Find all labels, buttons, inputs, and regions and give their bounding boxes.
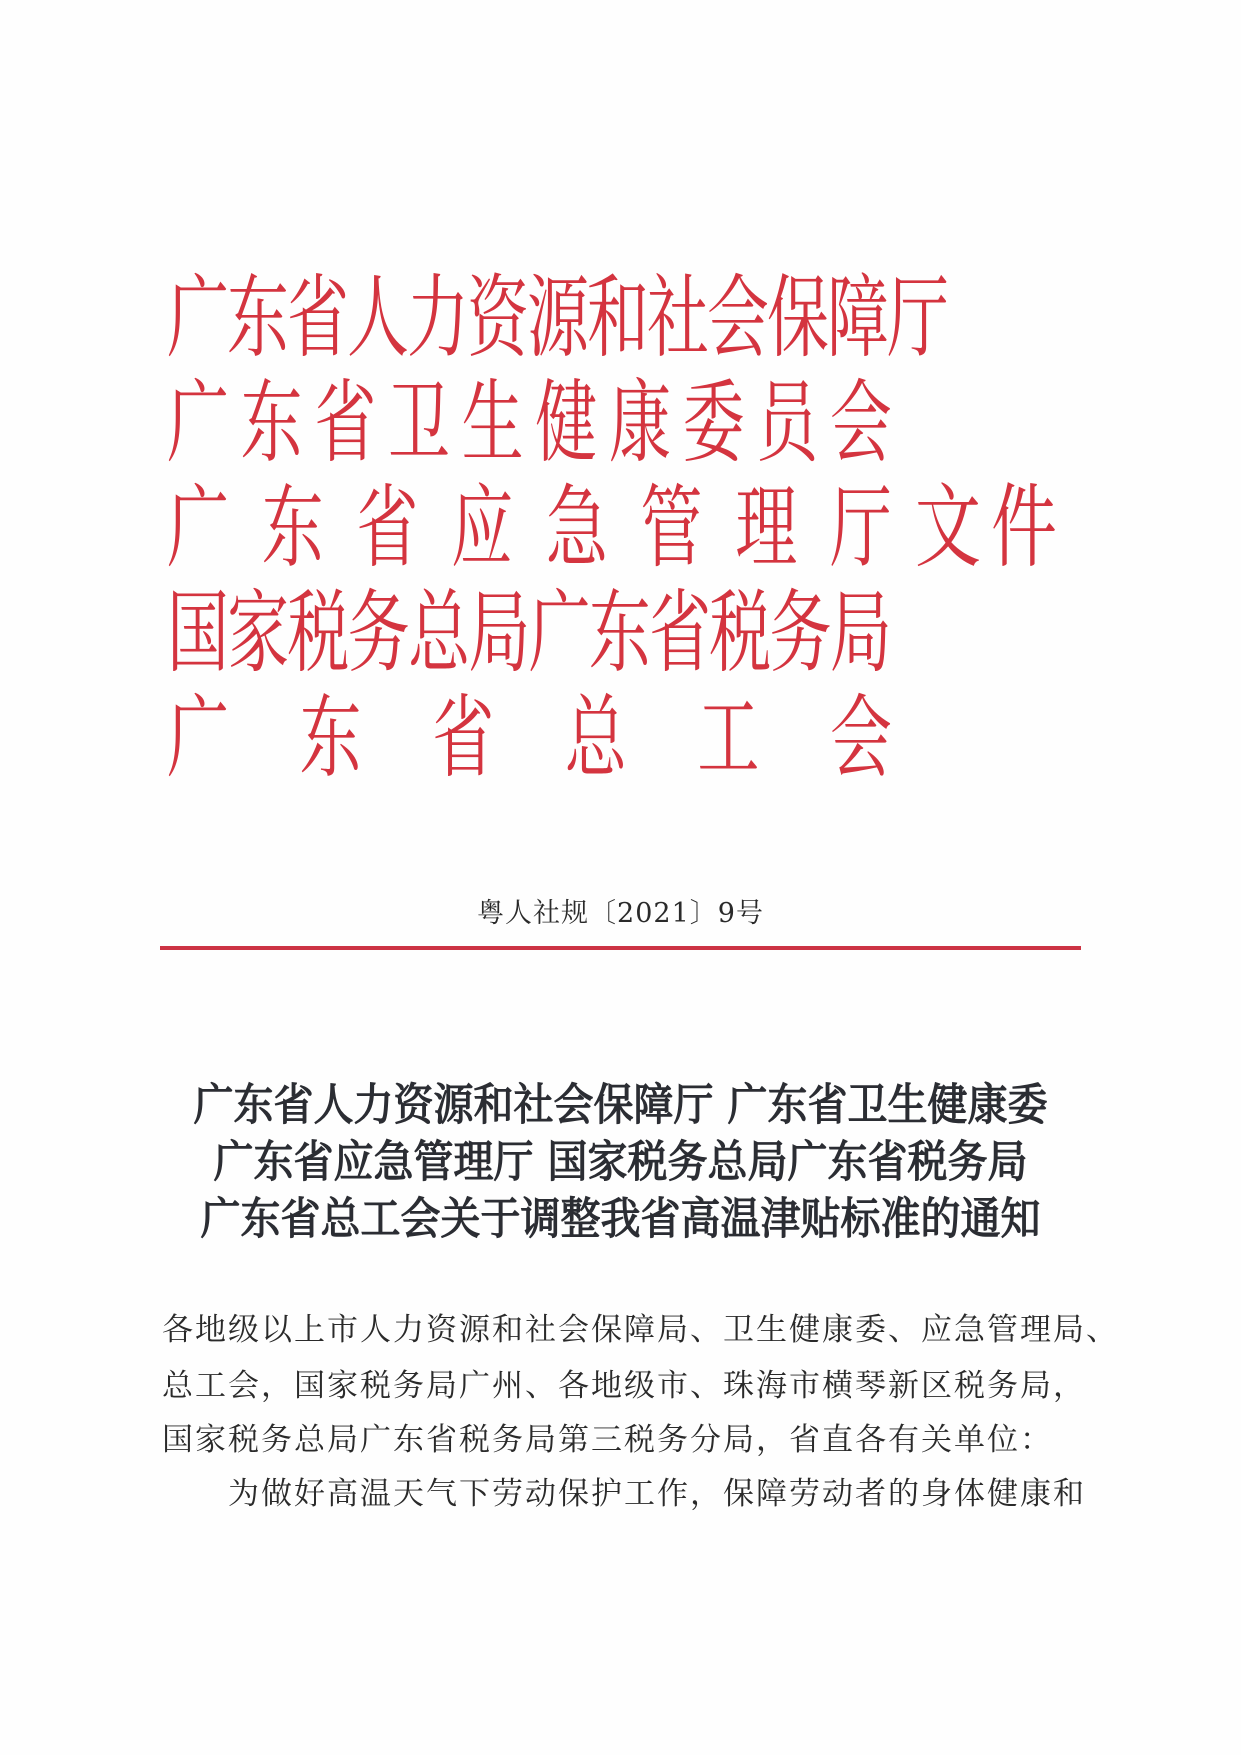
header-char: 省 [356,474,419,581]
body-line-2: 总工会，国家税务局广州、各地级市、珠海市横琴新区税务局， [162,1368,1086,1404]
header-char: 省 [649,579,712,686]
header-char: 保 [767,264,830,371]
header-char: 会 [829,369,892,476]
header-char: 省 [432,684,495,791]
header-char: 广 [167,369,230,476]
header-line-tax-bureau [167,579,892,686]
body-line-3: 国家税务总局广东省税务局第三税务分局，省直各有关单位： [162,1422,1053,1458]
header-char: 资 [467,264,530,371]
header-char: 东 [588,579,651,686]
header-char: 总 [408,579,471,686]
header-char: 员 [756,369,819,476]
header-char: 国 [167,579,230,686]
body-line-1: 各地级以上市人力资源和社会保障局、卫生健康委、应急管理局、 [162,1312,1119,1348]
header-char: 健 [535,369,598,476]
header-char: 卫 [387,369,450,476]
document-number: 粤人社规〔2021〕9号 [477,898,764,929]
title-line-2: 广东省应急管理厅 国家税务总局广东省税务局 [213,1135,1028,1188]
header-char: 障 [827,264,890,371]
header-char: 省 [287,264,350,371]
header-char: 务 [347,579,410,686]
header-char: 和 [587,264,650,371]
header-char: 税 [287,579,350,686]
title-line-1: 广东省人力资源和社会保障厅 广东省卫生健康委 [193,1078,1048,1131]
header-char: 广 [167,264,230,371]
header-char: 税 [709,579,772,686]
header-line-emergency-management [167,474,892,581]
header-char: 总 [564,684,627,791]
title-line-3: 广东省总工会关于调整我省高温津贴标准的通知 [200,1192,1041,1245]
header-char: 应 [451,474,514,581]
header-char: 省 [314,369,377,476]
header-char: 力 [407,264,470,371]
red-divider-line [160,946,1081,950]
header-char: 人 [347,264,410,371]
header-char: 件 [991,474,1057,581]
header-char: 广 [167,684,230,791]
header-char: 东 [299,684,362,791]
header-char: 文 [915,474,981,581]
header-char: 会 [707,264,770,371]
header-char: 康 [608,369,671,476]
header-char: 广 [167,474,230,581]
header-char: 管 [640,474,703,581]
header-char: 厅 [887,264,950,371]
header-char: 社 [647,264,710,371]
header-char: 广 [528,579,591,686]
header-line-hrss [167,264,950,371]
header-char: 东 [227,264,290,371]
header-char: 厅 [829,474,892,581]
header-char: 工 [697,684,760,791]
header-char: 局 [829,579,892,686]
header-char: 理 [735,474,798,581]
body-paragraph-start: 为做好高温天气下劳动保护工作，保障劳动者的身体健康和 [228,1476,1086,1512]
header-char: 急 [545,474,608,581]
header-line-trade-union [167,684,892,791]
header-char: 务 [769,579,832,686]
header-char: 家 [227,579,290,686]
header-char: 东 [261,474,324,581]
header-char: 生 [461,369,524,476]
header-char: 源 [527,264,590,371]
header-char: 会 [829,684,892,791]
header-char: 委 [682,369,745,476]
header-suffix-document [913,474,1059,581]
header-line-health-commission [167,369,892,476]
header-char: 东 [240,369,303,476]
header-char: 局 [468,579,531,686]
